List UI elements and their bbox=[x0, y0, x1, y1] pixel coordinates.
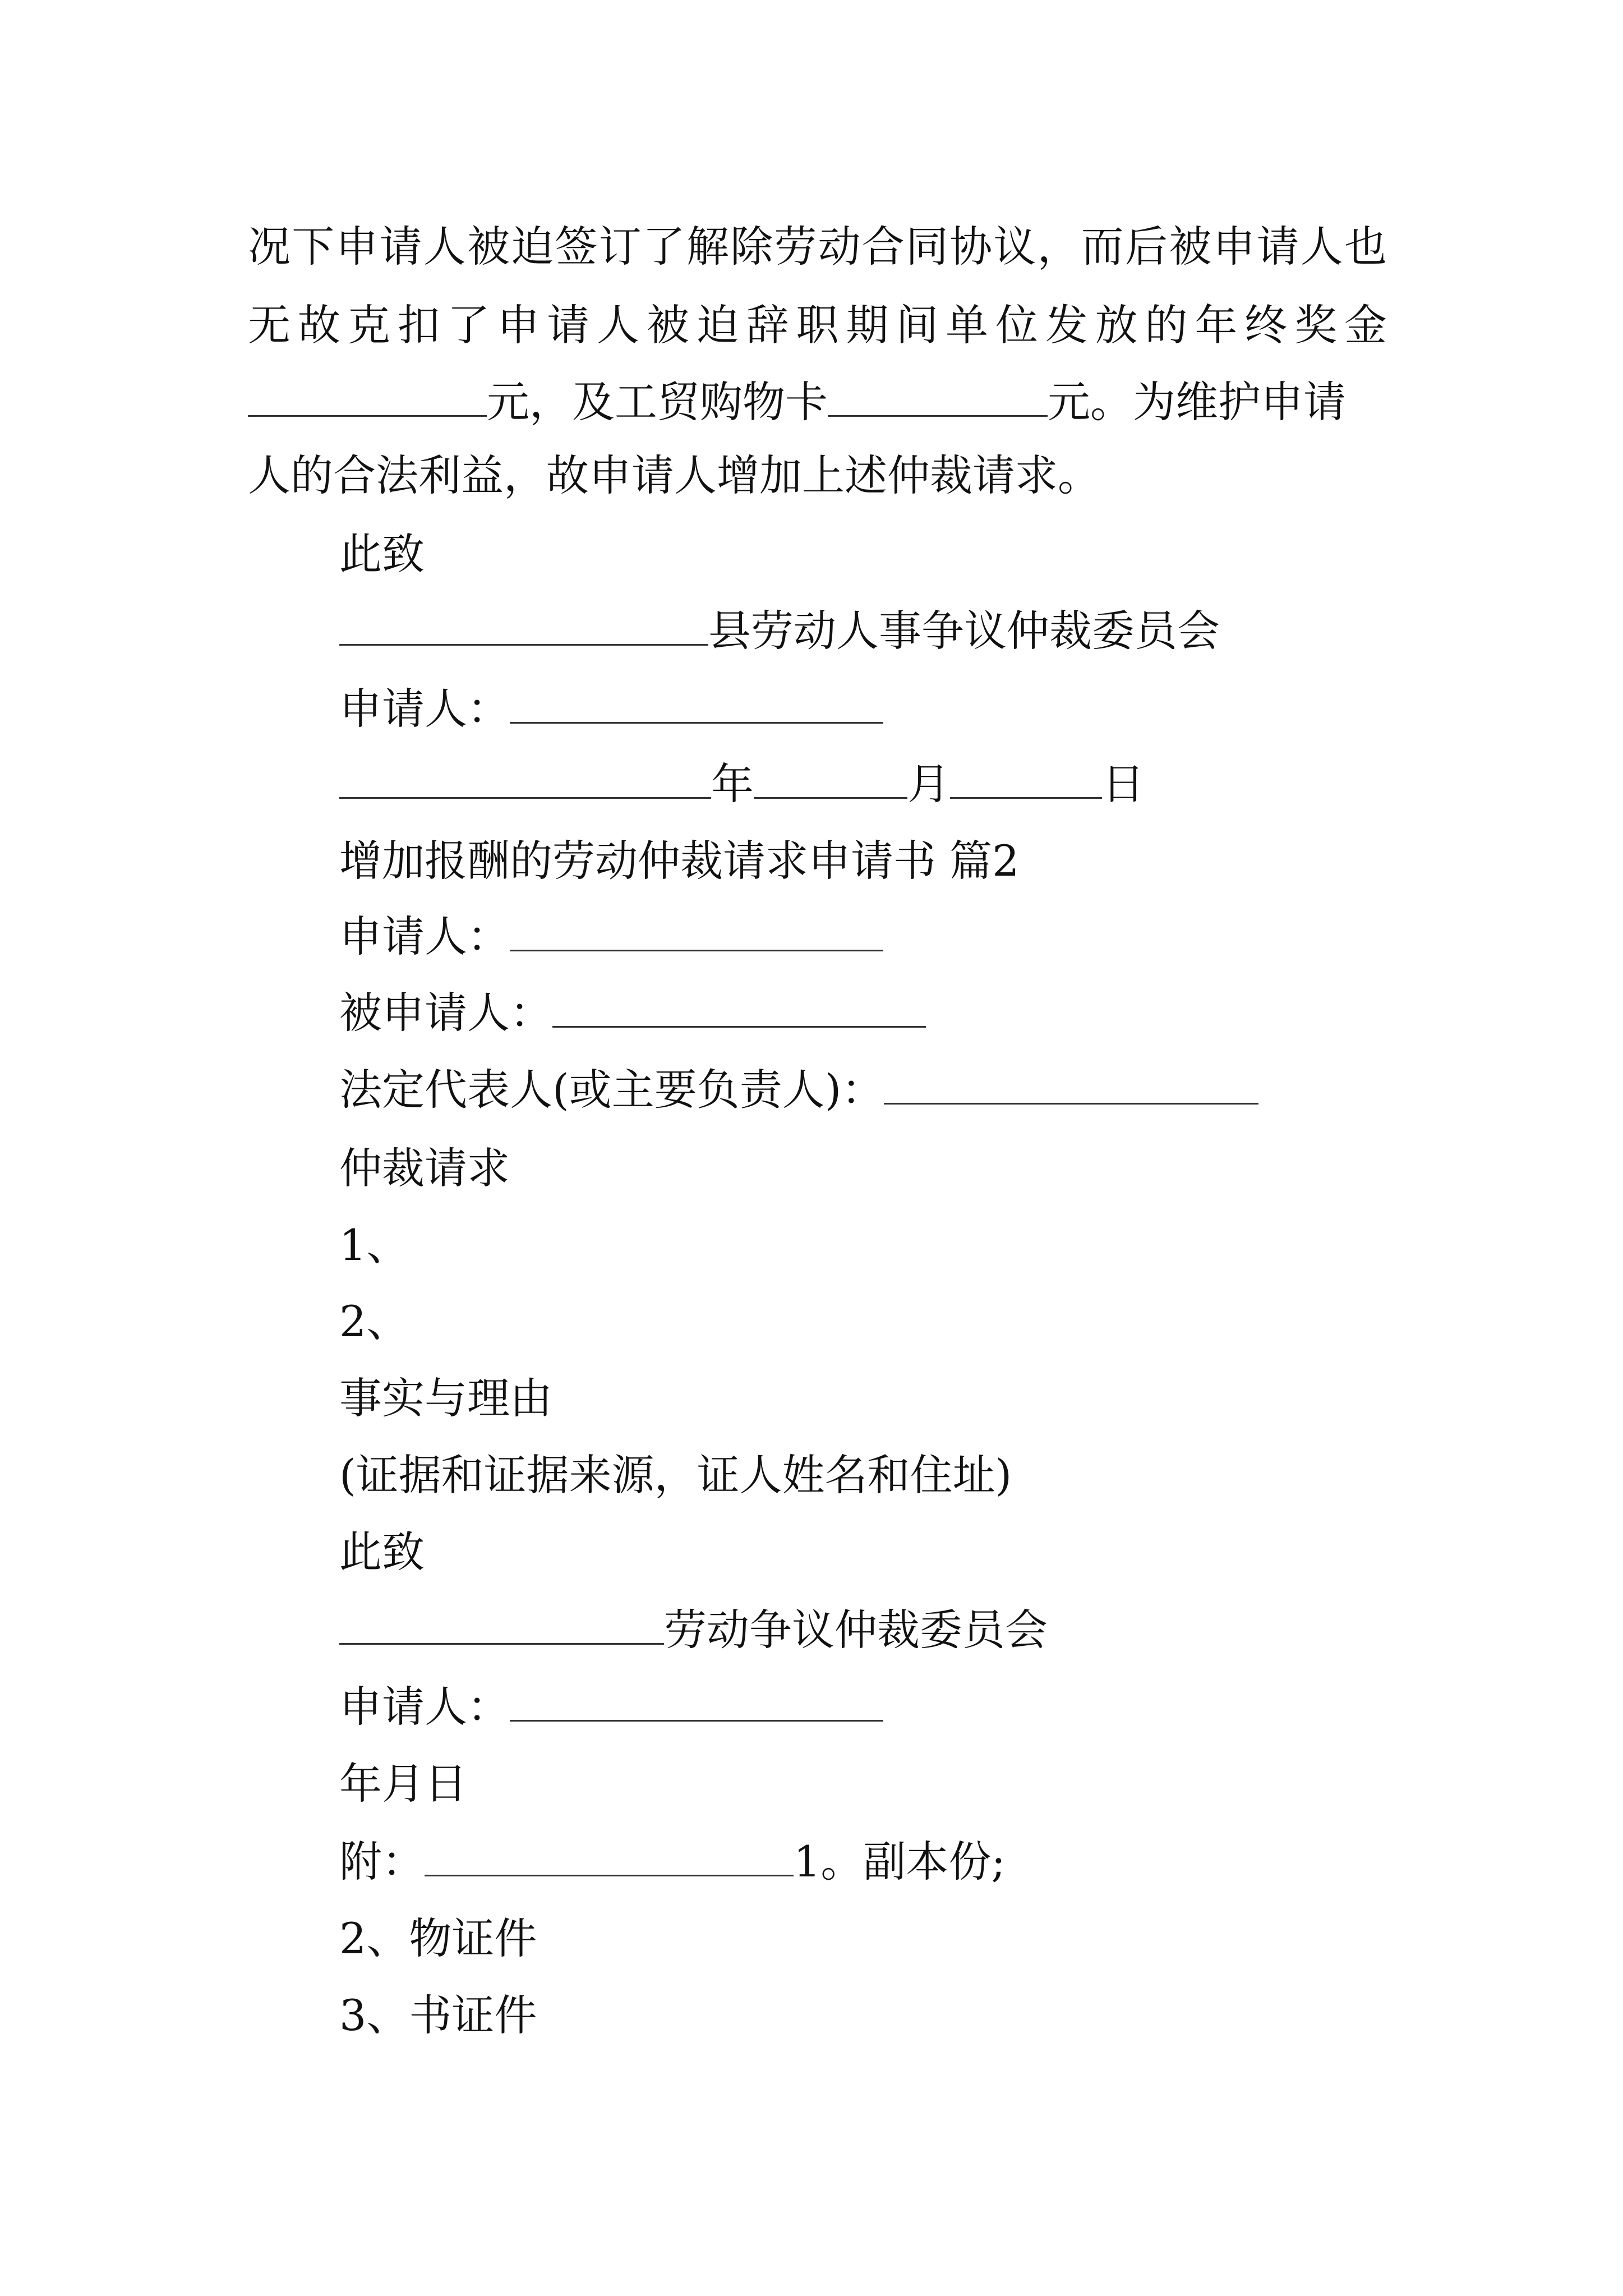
day-label: 日 bbox=[1102, 759, 1145, 809]
paragraph-line-3 bbox=[248, 364, 1387, 440]
facts-heading: 事实与理由 bbox=[339, 1373, 552, 1423]
date-line-2: 年月日 bbox=[339, 1759, 467, 1809]
claim-1: 1、 bbox=[339, 1220, 409, 1270]
doc2-title: 增加报酬的劳动仲裁请求申请书 篇2 bbox=[339, 836, 1020, 886]
applicant-blank-2[interactable] bbox=[510, 916, 883, 951]
salutation-2: 此致 bbox=[339, 1527, 425, 1577]
attachment-item-2: 2、物证件 bbox=[339, 1913, 537, 1963]
attachment-label: 附： bbox=[339, 1837, 425, 1887]
paragraph-line-3-text-b: 元。为维护申请 bbox=[1048, 377, 1346, 427]
paragraph-line-4: 人的合法利益，故申请人增加上述仲裁请求。 bbox=[248, 450, 1100, 500]
claims-heading: 仲裁请求 bbox=[339, 1143, 510, 1193]
legal-rep-line bbox=[339, 1051, 1387, 1128]
applicant-line-3 bbox=[339, 1668, 1387, 1745]
card-amount-blank[interactable] bbox=[828, 381, 1048, 417]
legal-rep-label: 法定代表人(或主要负责人)： bbox=[339, 1065, 884, 1115]
respondent-line bbox=[339, 974, 1387, 1051]
committee-name-2: 劳动争议仲裁委员会 bbox=[664, 1605, 1048, 1655]
month-blank[interactable] bbox=[754, 763, 907, 799]
applicant-blank-1[interactable] bbox=[510, 688, 883, 724]
attachment-line bbox=[339, 1823, 1387, 1900]
applicant-label-2: 申请人： bbox=[339, 912, 510, 961]
year-blank[interactable] bbox=[339, 763, 711, 799]
paragraph-line-2: 无故克扣了申请人被迫辞职期间单位发放的年终奖金 bbox=[248, 300, 1387, 350]
month-label: 月 bbox=[907, 759, 950, 809]
salutation-1: 此致 bbox=[339, 529, 425, 579]
applicant-label-3: 申请人： bbox=[339, 1682, 510, 1732]
evidence-note: (证据和证据来源，证人姓名和住址) bbox=[339, 1450, 1012, 1500]
applicant-blank-3[interactable] bbox=[510, 1686, 883, 1722]
paragraph-line-3-text-a: 元，及工贸购物卡 bbox=[487, 377, 828, 427]
committee-line-2 bbox=[339, 1591, 1387, 1668]
attachment-blank[interactable] bbox=[425, 1841, 794, 1876]
date-line-1 bbox=[339, 746, 1387, 822]
committee-line-1 bbox=[339, 592, 1387, 669]
applicant-line-2 bbox=[339, 898, 1387, 975]
legal-rep-blank[interactable] bbox=[884, 1069, 1258, 1105]
bonus-amount-blank[interactable] bbox=[248, 381, 487, 417]
paragraph-line-1: 况下申请人被迫签订了解除劳动合同协议，而后被申请人也 bbox=[248, 222, 1387, 272]
attachment-item-3: 3、书证件 bbox=[339, 1990, 537, 2040]
respondent-label: 被申请人： bbox=[339, 988, 552, 1038]
applicant-line-1 bbox=[339, 670, 1387, 747]
committee-name-1: 县劳动人事争议仲裁委员会 bbox=[708, 606, 1220, 656]
county-blank[interactable] bbox=[339, 610, 708, 646]
respondent-blank[interactable] bbox=[552, 992, 926, 1028]
year-label: 年 bbox=[711, 759, 754, 809]
claim-2: 2、 bbox=[339, 1296, 409, 1346]
attachment-item-1: 1。副本份; bbox=[794, 1837, 1006, 1887]
applicant-label-1: 申请人： bbox=[339, 684, 510, 734]
committee-blank-2[interactable] bbox=[339, 1609, 664, 1645]
day-blank[interactable] bbox=[950, 763, 1102, 799]
